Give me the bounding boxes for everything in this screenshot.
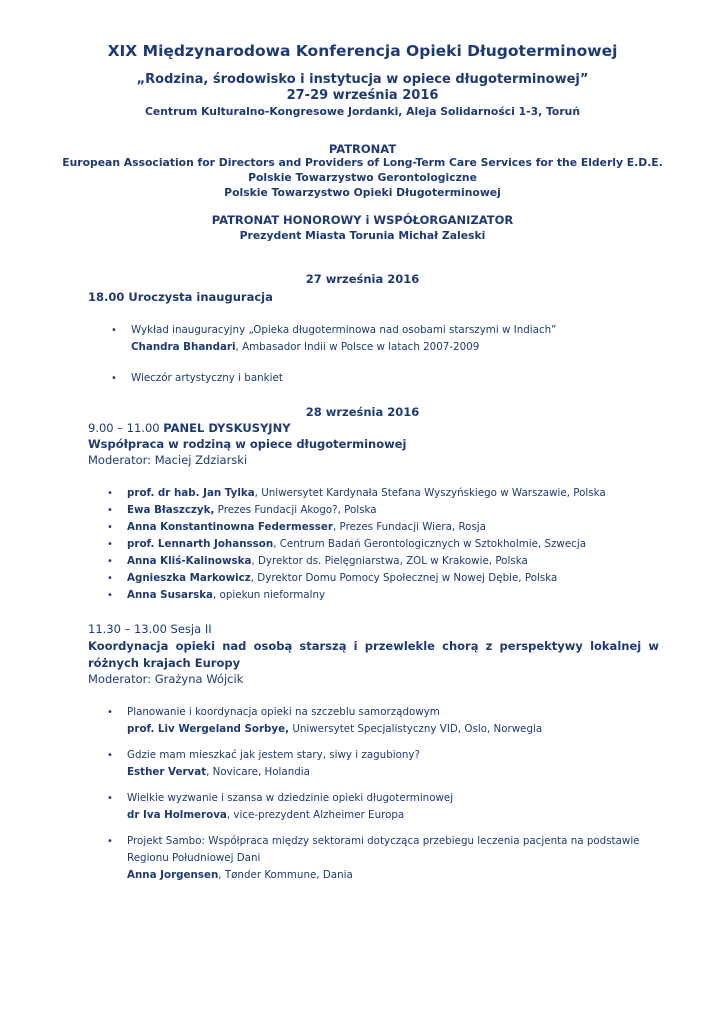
day1-heading: 18.00 Uroczysta inauguracja [88,290,273,304]
bullet-icon: • [107,539,113,550]
list-item [107,485,665,502]
panelist-name: prof. dr hab. Jan Tylka [127,487,255,499]
bullet-icon: • [107,707,113,718]
list-item [107,553,665,570]
patronat-label: PATRONAT [328,142,397,156]
talk-topic: Projekt Sambo: Współpraca między sektorami dotycząca przebiegu leczenia pacjenta na podstawie Regionu Południowej Dani [127,835,640,864]
speaker-name: Esther Vervat [127,766,207,778]
bullet-icon: • [107,750,113,761]
bullet-icon: • [107,505,113,516]
panelist-name: Anna Konstantinowna Federmesser [127,521,333,533]
panel-line [88,421,659,435]
speaker-affiliation: Uniwersytet Specjalistyczny VID, Oslo, Norwegia [289,723,543,735]
list-item [107,833,665,884]
bullet-icon: • [107,793,113,804]
panelist-affiliation: , Dyrektor Domu Pomocy Społecznej w Nowej Dębie, Polska [250,572,558,584]
panelists-list [107,485,665,604]
conference-venue: Centrum Kulturalno-Kongresowe Jordanki, Aleja Solidarności 1-3, Toruń [144,105,581,118]
item-text: Wykład inauguracyjny „Opieka długoterminowa nad osobami starszymi w Indiach” [131,324,557,336]
list-item [111,322,725,356]
bullet-icon: • [107,556,113,567]
list-item [107,747,665,781]
list-item [107,790,665,824]
patronat-line-2: Polskie Towarzystwo Gerontologiczne [248,171,477,184]
patronat-line-3: Polskie Towarzystwo Opieki Długoterminowej [224,186,501,199]
list-item [107,536,665,553]
day1-date: 27 września 2016 [305,272,420,286]
talk-topic: Gdzie mam mieszkać jak jestem stary, siwy i zagubiony? [127,749,420,761]
panel-label: PANEL DYSKUSYJNY [163,421,291,435]
panel-time: 9.00 – 11.00 [88,421,164,435]
list-item [107,704,665,738]
bullet-icon: • [107,488,113,499]
patronat-honorowy-line: Prezydent Miasta Torunia Michał Zaleski [239,229,486,242]
list-item [107,502,665,519]
session-moderator: Moderator: Grażyna Wójcik [88,672,244,686]
panelist-affiliation: , Dyrektor ds. Pielęgniarstwa, ZOL w Krakowie, Polska [251,555,528,567]
panelist-name: Anna Kliś-Kalinowska [127,555,252,567]
panel-moderator: Moderator: Maciej Zdziarski [88,453,248,467]
session-time: 11.30 – 13.00 Sesja II [88,622,212,636]
day2-date: 28 września 2016 [305,405,420,419]
panelist-name: Ewa Błaszczyk, [127,504,215,516]
talk-topic: Wielkie wyzwanie i szansa w dziedzinie opieki długoterminowej [127,792,454,804]
patronat-honorowy-label: PATRONAT HONOROWY i WSPÓŁORGANIZATOR [211,213,514,227]
conference-dates: 27-29 września 2016 [286,88,439,103]
bullet-icon: • [107,836,113,847]
day1-list [111,322,725,387]
panelist-name: Anna Susarska [127,589,213,601]
list-item [107,519,665,536]
speaker-affiliation: , Ambasador Indii w Polsce w latach 2007-2009 [235,341,480,353]
speaker-affiliation: , Novicare, Holandia [206,766,310,778]
list-item [111,370,725,387]
bullet-icon: • [107,590,113,601]
panelist-affiliation: Prezes Fundacji Akogo?, Polska [214,504,377,516]
panelist-affiliation: , opiekun nieformalny [213,589,326,601]
speaker-affiliation: , Tønder Kommune, Dania [218,869,353,881]
bullet-icon: • [111,373,117,384]
bullet-icon: • [107,522,113,533]
speaker-name: Chandra Bhandari [131,341,236,353]
item-text: Wieczór artystyczny i bankiet [131,372,283,384]
speaker-name: Anna Jorgensen [127,869,219,881]
talk-topic: Planowanie i koordynacja opieki na szczeblu samorządowym [127,706,440,718]
bullet-icon: • [111,325,117,336]
session-talks-list [107,704,665,884]
conference-title: XIX Międzynarodowa Konferencja Opieki Długoterminowej [107,42,618,60]
panelist-name: Agnieszka Markowicz [127,572,251,584]
panel-title: Współpraca w rodziną w opiece długoterminowej [88,437,407,451]
speaker-affiliation: , vice-prezydent Alzheimer Europa [226,809,405,821]
session-title: Koordynacja opieki nad osobą starszą i przewlekle chorą z perspektywy lokalnej w różnych krajach Europy [88,639,659,670]
panelist-name: prof. Lennarth Johansson [127,538,274,550]
conference-subtitle: „Rodzina, środowisko i instytucja w opiece długoterminowej” [136,72,589,87]
speaker-name: prof. Liv Wergeland Sorbye, [127,723,290,735]
patronat-line-1: European Association for Directors and Providers of Long-Term Care Services for the Elderly E.D.E. [62,156,663,169]
panelist-affiliation: , Uniwersytet Kardynała Stefana Wyszyńskiego w Warszawie, Polska [254,487,606,499]
speaker-name: dr Iva Holmerova [127,809,227,821]
panelist-affiliation: , Centrum Badań Gerontologicznych w Sztokholmie, Szwecja [273,538,587,550]
bullet-icon: • [107,573,113,584]
panelist-affiliation: , Prezes Fundacji Wiera, Rosja [333,521,486,533]
list-item [107,587,665,604]
list-item [107,570,665,587]
